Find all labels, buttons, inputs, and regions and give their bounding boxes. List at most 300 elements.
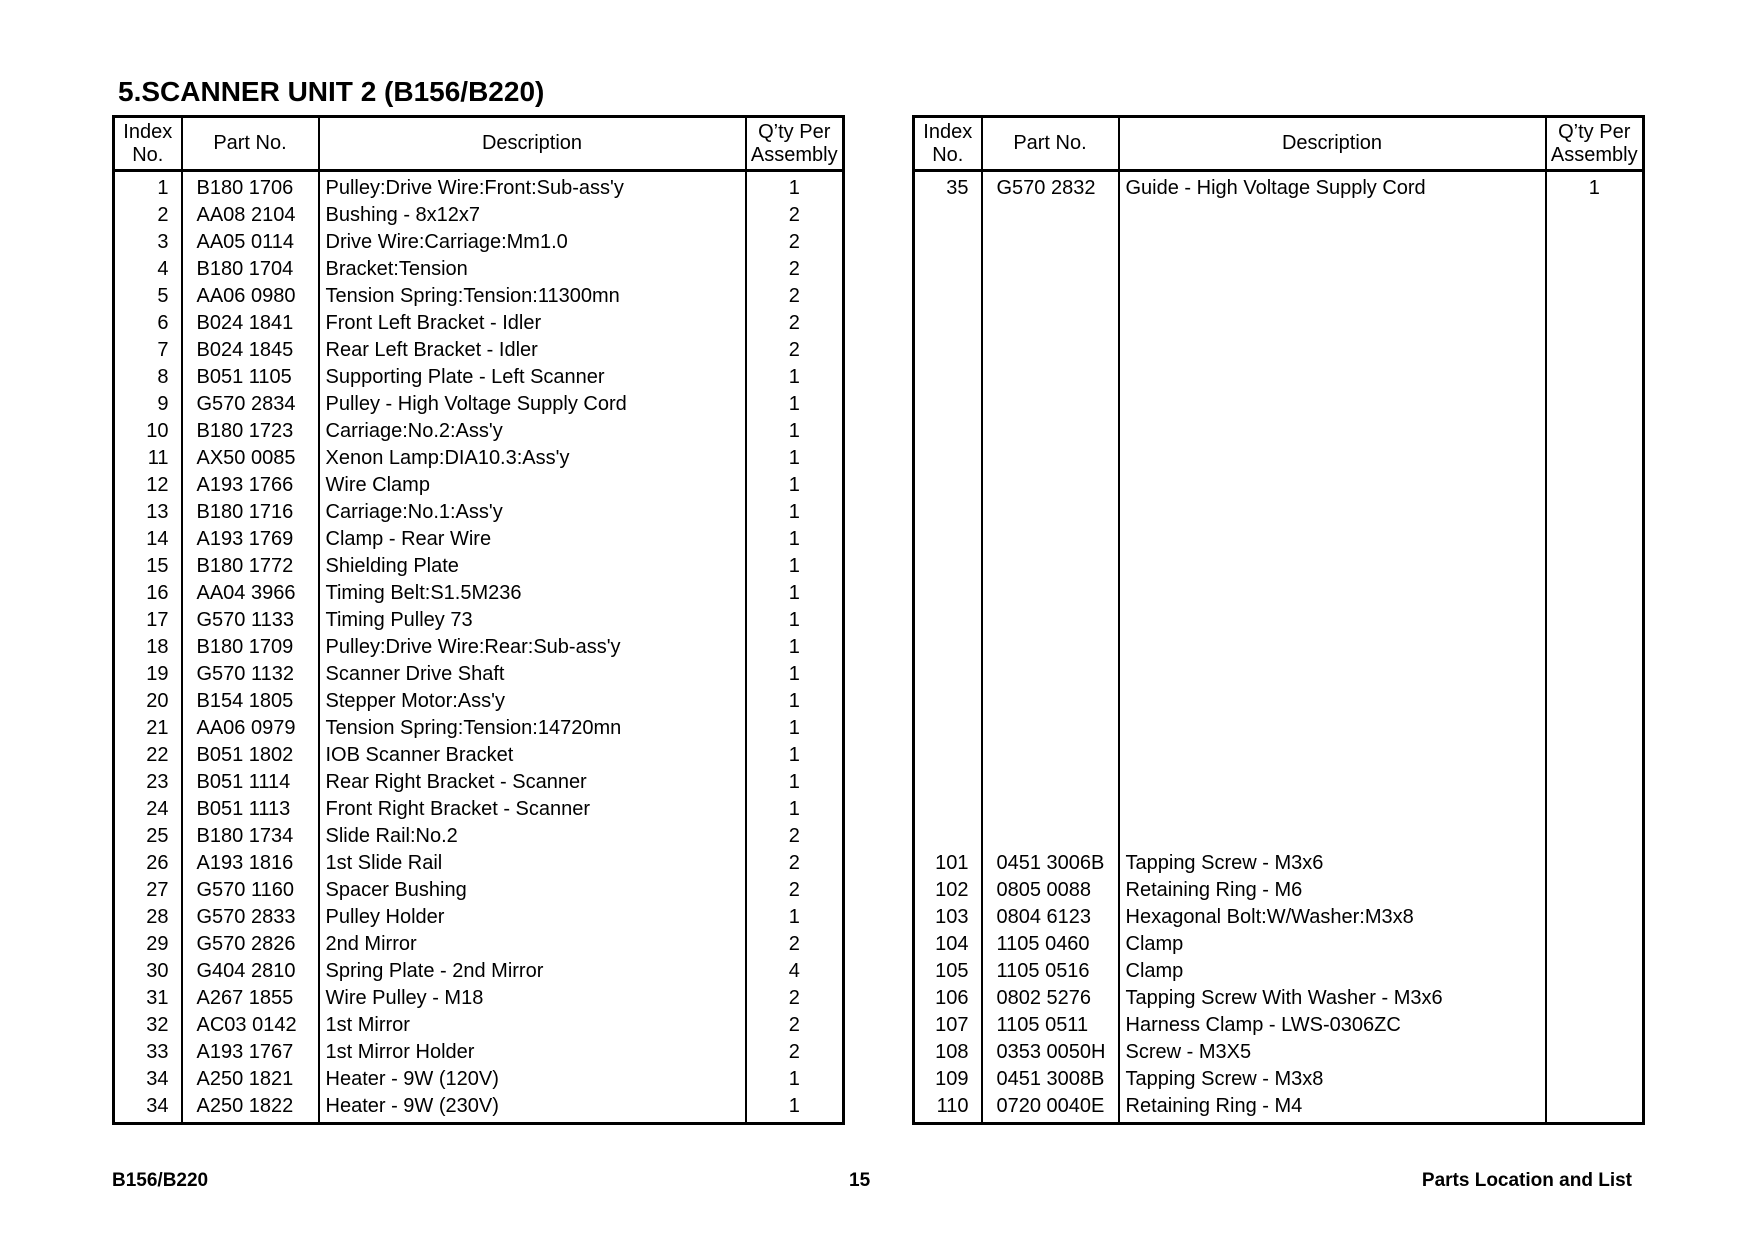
part-no-cell: 1105 0516: [982, 958, 1119, 985]
index-cell: 30: [114, 958, 182, 985]
qty-cell: 2: [746, 985, 844, 1012]
index-cell: 34: [114, 1093, 182, 1124]
qty-cell: 1: [746, 364, 844, 391]
index-cell: 13: [114, 499, 182, 526]
description-cell: [1119, 823, 1546, 850]
table-row: [114, 283, 844, 310]
qty-cell: 2: [746, 1012, 844, 1039]
table-row: [114, 769, 844, 796]
part-no-cell: [982, 364, 1119, 391]
description-cell: Clamp: [1119, 958, 1546, 985]
description-cell: [1119, 688, 1546, 715]
table-row: [114, 823, 844, 850]
qty-cell: 1: [746, 796, 844, 823]
index-cell: 25: [114, 823, 182, 850]
index-cell: 106: [914, 985, 982, 1012]
table-row: [914, 364, 1644, 391]
table-row: [114, 1012, 844, 1039]
table-row: [114, 661, 844, 688]
table-row: [914, 202, 1644, 229]
table-row: [914, 688, 1644, 715]
table-row: [114, 202, 844, 229]
table-row: [114, 688, 844, 715]
part-no-cell: B180 1734: [182, 823, 319, 850]
description-cell: Wire Pulley - M18: [319, 985, 746, 1012]
index-cell: 2: [114, 202, 182, 229]
description-cell: [1119, 283, 1546, 310]
table-row: [914, 850, 1644, 877]
qty-cell: 2: [746, 850, 844, 877]
description-cell: Tapping Screw - M3x6: [1119, 850, 1546, 877]
index-cell: 104: [914, 931, 982, 958]
description-cell: [1119, 418, 1546, 445]
qty-cell: 1: [1546, 171, 1644, 203]
description-cell: Tension Spring:Tension:11300mn: [319, 283, 746, 310]
table-row: [914, 796, 1644, 823]
index-cell: [914, 769, 982, 796]
qty-cell: [1546, 661, 1644, 688]
index-cell: 4: [114, 256, 182, 283]
qty-cell: [1546, 445, 1644, 472]
index-cell: [914, 553, 982, 580]
part-no-cell: AA06 0980: [182, 283, 319, 310]
index-cell: 12: [114, 472, 182, 499]
table-row: [914, 229, 1644, 256]
index-header-line2: No.: [932, 143, 964, 166]
description-cell: [1119, 364, 1546, 391]
parts-table-left-body: [114, 171, 844, 1124]
index-cell: [914, 310, 982, 337]
qty-cell: 2: [746, 877, 844, 904]
part-no-cell: B180 1716: [182, 499, 319, 526]
index-cell: [914, 364, 982, 391]
description-cell: [1119, 202, 1546, 229]
index-cell: [914, 580, 982, 607]
index-header: [114, 117, 182, 171]
table-row: [914, 472, 1644, 499]
description-cell: Retaining Ring - M6: [1119, 877, 1546, 904]
qty-cell: [1546, 823, 1644, 850]
description-cell: Screw - M3X5: [1119, 1039, 1546, 1066]
index-cell: [914, 634, 982, 661]
table-row: [914, 391, 1644, 418]
part-no-cell: [982, 796, 1119, 823]
qty-cell: [1546, 796, 1644, 823]
part-no-cell: B051 1105: [182, 364, 319, 391]
index-header-line1: Index: [923, 120, 973, 143]
qty-cell: 1: [746, 391, 844, 418]
part-no-cell: 1105 0511: [982, 1012, 1119, 1039]
part-no-cell: [982, 580, 1119, 607]
table-row: [114, 1039, 844, 1066]
index-cell: 10: [114, 418, 182, 445]
description-cell: IOB Scanner Bracket: [319, 742, 746, 769]
part-no-cell: [982, 553, 1119, 580]
qty-cell: [1546, 634, 1644, 661]
table-row: [114, 1066, 844, 1093]
qty-cell: [1546, 391, 1644, 418]
index-cell: [914, 229, 982, 256]
parts-table-left: [112, 115, 845, 1125]
description-cell: Shielding Plate: [319, 553, 746, 580]
description-cell: [1119, 472, 1546, 499]
index-cell: 6: [114, 310, 182, 337]
description-header: Description: [1119, 117, 1546, 171]
qty-cell: [1546, 553, 1644, 580]
index-cell: 29: [114, 931, 182, 958]
description-cell: Heater - 9W (230V): [319, 1093, 746, 1124]
part-no-cell: G570 2832: [982, 171, 1119, 203]
description-cell: 1st Slide Rail: [319, 850, 746, 877]
table-row: [914, 985, 1644, 1012]
description-cell: Clamp: [1119, 931, 1546, 958]
index-cell: [914, 742, 982, 769]
table-row: [114, 931, 844, 958]
description-cell: [1119, 742, 1546, 769]
part-no-cell: A193 1769: [182, 526, 319, 553]
qty-header-line2: Assembly: [750, 143, 838, 166]
table-row: [114, 229, 844, 256]
qty-cell: 2: [746, 1039, 844, 1066]
qty-cell: 1: [746, 553, 844, 580]
part-no-header: Part No.: [982, 117, 1119, 171]
description-cell: Carriage:No.2:Ass'y: [319, 418, 746, 445]
part-no-cell: 0720 0040E: [982, 1093, 1119, 1124]
description-cell: Clamp - Rear Wire: [319, 526, 746, 553]
table-row: [114, 796, 844, 823]
index-cell: 5: [114, 283, 182, 310]
index-cell: [914, 526, 982, 553]
index-cell: 32: [114, 1012, 182, 1039]
page-number: 15: [849, 1170, 871, 1191]
table-row: [114, 418, 844, 445]
table-row: [114, 850, 844, 877]
description-cell: [1119, 769, 1546, 796]
qty-cell: 1: [746, 904, 844, 931]
description-cell: Pulley:Drive Wire:Front:Sub-ass'y: [319, 171, 746, 203]
part-no-cell: [982, 715, 1119, 742]
table-row: [114, 742, 844, 769]
qty-cell: 1: [746, 526, 844, 553]
description-cell: Front Right Bracket - Scanner: [319, 796, 746, 823]
qty-cell: 2: [746, 310, 844, 337]
description-cell: Retaining Ring - M4: [1119, 1093, 1546, 1124]
table-row: [914, 337, 1644, 364]
table-row: [914, 445, 1644, 472]
description-cell: Slide Rail:No.2: [319, 823, 746, 850]
description-cell: [1119, 499, 1546, 526]
table-row: [114, 985, 844, 1012]
part-no-cell: [982, 742, 1119, 769]
index-cell: 31: [114, 985, 182, 1012]
description-cell: Xenon Lamp:DIA10.3:Ass'y: [319, 445, 746, 472]
qty-cell: [1546, 958, 1644, 985]
description-cell: Guide - High Voltage Supply Cord: [1119, 171, 1546, 203]
index-cell: [914, 391, 982, 418]
index-cell: 9: [114, 391, 182, 418]
part-no-cell: [982, 526, 1119, 553]
table-row: [914, 1012, 1644, 1039]
part-no-cell: [982, 229, 1119, 256]
qty-cell: [1546, 418, 1644, 445]
part-no-cell: A267 1855: [182, 985, 319, 1012]
table-row: [914, 1066, 1644, 1093]
part-no-cell: [982, 661, 1119, 688]
parts-table-right: [912, 115, 1645, 1125]
part-no-cell: 0451 3006B: [982, 850, 1119, 877]
qty-cell: 1: [746, 472, 844, 499]
table-row: [914, 171, 1644, 203]
qty-cell: 1: [746, 1066, 844, 1093]
index-cell: [914, 823, 982, 850]
qty-cell: [1546, 688, 1644, 715]
part-no-cell: 0805 0088: [982, 877, 1119, 904]
index-cell: 110: [914, 1093, 982, 1124]
description-cell: Supporting Plate - Left Scanner: [319, 364, 746, 391]
part-no-cell: AA05 0114: [182, 229, 319, 256]
description-cell: Tension Spring:Tension:14720mn: [319, 715, 746, 742]
description-cell: Tapping Screw With Washer - M3x6: [1119, 985, 1546, 1012]
index-cell: [914, 202, 982, 229]
table-row: [914, 823, 1644, 850]
qty-cell: 1: [746, 580, 844, 607]
qty-cell: 1: [746, 607, 844, 634]
part-no-cell: [982, 256, 1119, 283]
table-row: [114, 877, 844, 904]
table-row: [914, 931, 1644, 958]
index-cell: 15: [114, 553, 182, 580]
qty-cell: [1546, 607, 1644, 634]
description-cell: Spacer Bushing: [319, 877, 746, 904]
qty-cell: 1: [746, 499, 844, 526]
index-cell: 19: [114, 661, 182, 688]
index-cell: 35: [914, 171, 982, 203]
index-cell: 21: [114, 715, 182, 742]
page-title: 5.SCANNER UNIT 2 (B156/B220): [118, 76, 545, 107]
description-cell: Wire Clamp: [319, 472, 746, 499]
qty-cell: 1: [746, 171, 844, 203]
part-no-cell: [982, 634, 1119, 661]
part-no-cell: A193 1766: [182, 472, 319, 499]
footer-model: B156/B220: [112, 1170, 209, 1191]
table-row: [114, 634, 844, 661]
qty-cell: 1: [746, 769, 844, 796]
index-cell: 22: [114, 742, 182, 769]
qty-header-line2: Assembly: [1550, 143, 1638, 166]
table-header-row: [114, 117, 844, 171]
qty-cell: [1546, 1039, 1644, 1066]
description-cell: [1119, 661, 1546, 688]
table-row: [914, 661, 1644, 688]
part-no-cell: 0802 5276: [982, 985, 1119, 1012]
part-no-cell: A250 1821: [182, 1066, 319, 1093]
part-no-cell: [982, 688, 1119, 715]
qty-cell: [1546, 904, 1644, 931]
index-cell: [914, 661, 982, 688]
description-cell: Heater - 9W (120V): [319, 1066, 746, 1093]
table-row: [914, 1093, 1644, 1124]
index-cell: 101: [914, 850, 982, 877]
description-cell: [1119, 310, 1546, 337]
part-no-cell: A193 1816: [182, 850, 319, 877]
index-cell: 11: [114, 445, 182, 472]
part-no-cell: G570 1133: [182, 607, 319, 634]
part-no-cell: [982, 607, 1119, 634]
description-cell: [1119, 337, 1546, 364]
index-cell: 26: [114, 850, 182, 877]
qty-cell: [1546, 283, 1644, 310]
description-cell: [1119, 634, 1546, 661]
qty-cell: [1546, 499, 1644, 526]
table-row: [114, 337, 844, 364]
description-cell: Scanner Drive Shaft: [319, 661, 746, 688]
description-cell: [1119, 445, 1546, 472]
description-cell: Pulley:Drive Wire:Rear:Sub-ass'y: [319, 634, 746, 661]
qty-cell: 4: [746, 958, 844, 985]
part-no-cell: G404 2810: [182, 958, 319, 985]
table-row: [114, 445, 844, 472]
part-no-cell: [982, 823, 1119, 850]
table-row: [114, 472, 844, 499]
part-no-cell: [982, 445, 1119, 472]
description-cell: Stepper Motor:Ass'y: [319, 688, 746, 715]
qty-cell: [1546, 526, 1644, 553]
qty-cell: 2: [746, 202, 844, 229]
description-cell: Hexagonal Bolt:W/Washer:M3x8: [1119, 904, 1546, 931]
qty-cell: 1: [746, 715, 844, 742]
table-row: [114, 499, 844, 526]
part-no-cell: [982, 472, 1119, 499]
table-row: [914, 310, 1644, 337]
part-no-cell: A250 1822: [182, 1093, 319, 1124]
qty-cell: [1546, 1066, 1644, 1093]
part-no-cell: AC03 0142: [182, 1012, 319, 1039]
qty-cell: [1546, 769, 1644, 796]
qty-cell: [1546, 202, 1644, 229]
footer-section: Parts Location and List: [1421, 1170, 1632, 1191]
index-cell: [914, 607, 982, 634]
table-row: [914, 418, 1644, 445]
qty-cell: [1546, 877, 1644, 904]
index-cell: [914, 499, 982, 526]
index-cell: 28: [114, 904, 182, 931]
table-row: [114, 1093, 844, 1124]
qty-cell: [1546, 850, 1644, 877]
qty-cell: 2: [746, 337, 844, 364]
table-row: [914, 580, 1644, 607]
qty-header-line1: Q’ty Per: [758, 120, 831, 143]
description-cell: Spring Plate - 2nd Mirror: [319, 958, 746, 985]
qty-cell: [1546, 472, 1644, 499]
table-row: [114, 364, 844, 391]
description-cell: Rear Left Bracket - Idler: [319, 337, 746, 364]
index-cell: [914, 796, 982, 823]
description-cell: Pulley Holder: [319, 904, 746, 931]
index-cell: [914, 445, 982, 472]
index-cell: 14: [114, 526, 182, 553]
table-row: [114, 171, 844, 203]
description-cell: Front Left Bracket - Idler: [319, 310, 746, 337]
description-cell: [1119, 391, 1546, 418]
qty-cell: [1546, 742, 1644, 769]
part-no-cell: 0804 6123: [982, 904, 1119, 931]
table-row: [114, 553, 844, 580]
qty-cell: [1546, 580, 1644, 607]
qty-cell: 2: [746, 283, 844, 310]
parts-table-right-body: [914, 171, 1644, 1124]
index-cell: 20: [114, 688, 182, 715]
description-cell: Bracket:Tension: [319, 256, 746, 283]
table-header-row: [914, 117, 1644, 171]
index-cell: 34: [114, 1066, 182, 1093]
part-no-cell: A193 1767: [182, 1039, 319, 1066]
description-cell: Bushing - 8x12x7: [319, 202, 746, 229]
description-cell: Pulley - High Voltage Supply Cord: [319, 391, 746, 418]
index-cell: 18: [114, 634, 182, 661]
part-no-cell: G570 1132: [182, 661, 319, 688]
description-cell: [1119, 526, 1546, 553]
qty-header-line1: Q’ty Per: [1558, 120, 1631, 143]
table-row: [914, 553, 1644, 580]
qty-cell: [1546, 931, 1644, 958]
part-no-cell: AX50 0085: [182, 445, 319, 472]
qty-cell: [1546, 337, 1644, 364]
description-cell: Harness Clamp - LWS-0306ZC: [1119, 1012, 1546, 1039]
qty-cell: 2: [746, 931, 844, 958]
part-no-cell: B051 1114: [182, 769, 319, 796]
index-cell: 3: [114, 229, 182, 256]
table-row: [114, 904, 844, 931]
qty-header: [746, 117, 844, 171]
part-no-cell: G570 2833: [182, 904, 319, 931]
qty-cell: [1546, 310, 1644, 337]
qty-cell: 1: [746, 634, 844, 661]
qty-cell: [1546, 229, 1644, 256]
table-row: [914, 715, 1644, 742]
part-no-cell: B180 1709: [182, 634, 319, 661]
index-cell: [914, 472, 982, 499]
part-no-cell: [982, 283, 1119, 310]
part-no-cell: [982, 499, 1119, 526]
index-cell: 105: [914, 958, 982, 985]
table-row: [914, 526, 1644, 553]
qty-cell: 1: [746, 445, 844, 472]
description-cell: 1st Mirror Holder: [319, 1039, 746, 1066]
description-cell: [1119, 256, 1546, 283]
part-no-cell: G570 2834: [182, 391, 319, 418]
description-cell: Carriage:No.1:Ass'y: [319, 499, 746, 526]
table-row: [914, 1039, 1644, 1066]
part-no-cell: 0451 3008B: [982, 1066, 1119, 1093]
qty-cell: 1: [746, 1093, 844, 1124]
table-row: [114, 580, 844, 607]
part-no-cell: B180 1772: [182, 553, 319, 580]
index-cell: 1: [114, 171, 182, 203]
index-cell: 8: [114, 364, 182, 391]
part-no-cell: B154 1805: [182, 688, 319, 715]
table-row: [914, 634, 1644, 661]
part-no-cell: AA06 0979: [182, 715, 319, 742]
index-cell: 107: [914, 1012, 982, 1039]
part-no-cell: B024 1845: [182, 337, 319, 364]
qty-cell: 2: [746, 229, 844, 256]
part-no-cell: G570 2826: [182, 931, 319, 958]
index-cell: 102: [914, 877, 982, 904]
description-cell: Timing Belt:S1.5M236: [319, 580, 746, 607]
qty-cell: [1546, 364, 1644, 391]
table-row: [914, 958, 1644, 985]
description-cell: [1119, 553, 1546, 580]
